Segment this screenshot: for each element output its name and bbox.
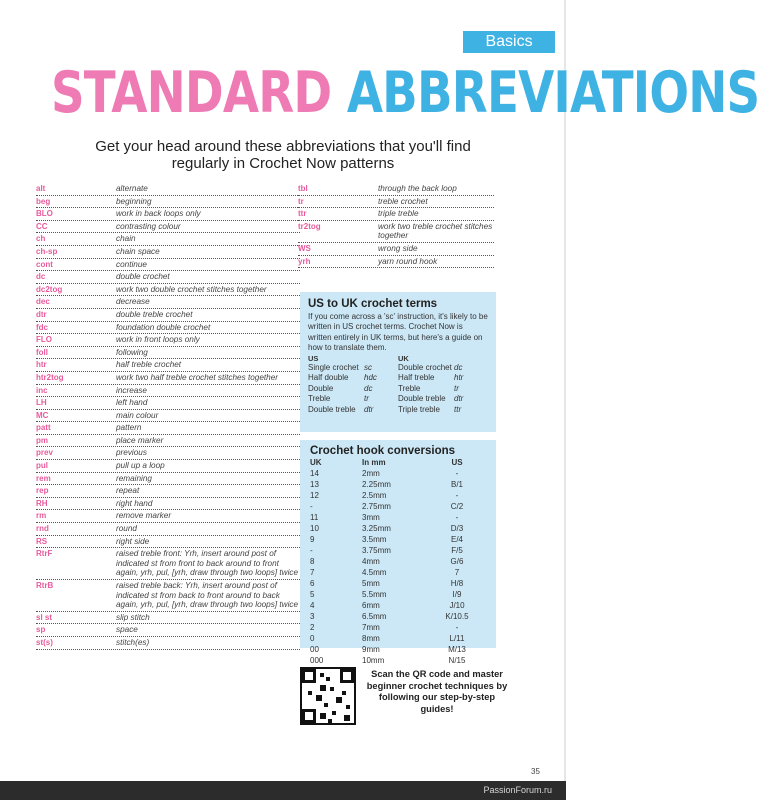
- hook-mm-size: 6.5mm: [362, 612, 387, 621]
- abbreviation-meaning: main colour: [116, 410, 159, 420]
- hook-row: [310, 490, 486, 501]
- qr-module: [324, 703, 328, 707]
- hook-uk-size: 0: [310, 634, 315, 643]
- abbreviation-meaning: double crochet: [116, 272, 170, 282]
- qr-promo: [300, 667, 508, 739]
- abbreviation-meaning: work two double crochet stitches together: [116, 284, 267, 294]
- hook-row: [310, 655, 486, 666]
- term-name: Double crochet: [398, 362, 452, 372]
- hook-uk-size: -: [310, 546, 313, 555]
- abbreviation-row: [298, 256, 494, 269]
- abbreviation-meaning: slip stitch: [116, 612, 150, 622]
- abbreviation-row: [36, 410, 300, 423]
- hook-row: [310, 479, 486, 490]
- qr-module: [320, 685, 326, 691]
- abbreviation-term: rep: [36, 486, 49, 496]
- qr-module: [316, 695, 322, 701]
- hook-table-header: [310, 457, 486, 468]
- qr-code-icon[interactable]: [300, 667, 356, 725]
- term-name: Half treble: [398, 373, 435, 383]
- hook-uk-size: 3: [310, 612, 315, 621]
- abbreviation-meaning: foundation double crochet: [116, 322, 211, 332]
- abbreviation-row: [36, 196, 300, 209]
- abbreviation-term: RS: [36, 536, 48, 546]
- hook-conversions-heading: Crochet hook conversions: [310, 445, 456, 457]
- hook-uk-size: 2: [310, 623, 315, 632]
- footer-watermark: PassionForum.ru: [483, 785, 552, 795]
- hook-mm-size: 3.5mm: [362, 535, 387, 544]
- hook-mm-size: 5mm: [362, 579, 380, 588]
- hook-mm-size: 7mm: [362, 623, 380, 632]
- page-title: [50, 57, 759, 129]
- hook-row: [310, 567, 486, 578]
- term-name: Treble: [308, 394, 331, 404]
- hook-mm-size: 3.75mm: [362, 546, 391, 555]
- hook-uk-size: 12: [310, 491, 319, 500]
- abbreviation-row: [36, 372, 300, 385]
- section-badge: Basics: [463, 31, 555, 53]
- hook-mm-size: 8mm: [362, 634, 380, 643]
- abbreviation-term: BLO: [36, 209, 53, 219]
- abbreviation-row: [36, 510, 300, 523]
- abbreviation-row: [36, 322, 300, 335]
- term-abbr: dc: [454, 362, 463, 372]
- abbreviation-meaning: round: [116, 524, 137, 534]
- abbreviations-table-left: [36, 183, 300, 650]
- hook-uk-size: 6: [310, 579, 315, 588]
- qr-module: [344, 715, 350, 721]
- hook-conversions-panel: [300, 440, 496, 665]
- abbreviation-row: [298, 243, 494, 256]
- abbreviation-meaning: work two treble crochet stitches together: [378, 221, 493, 241]
- abbreviation-row: [36, 334, 300, 347]
- qr-module: [328, 719, 332, 723]
- title-word-abbreviations: ABBREVIATIONS: [346, 60, 759, 126]
- abbreviation-row: [36, 473, 300, 486]
- abbreviation-meaning: triple treble: [378, 209, 419, 219]
- hook-us-size: -: [455, 623, 459, 632]
- term-name: Double: [308, 383, 334, 393]
- hook-mm-size: 5.5mm: [362, 590, 387, 599]
- abbreviation-term: tr2tog: [298, 221, 321, 231]
- abbreviation-meaning: beginning: [116, 196, 152, 206]
- hook-mm-size: 4.5mm: [362, 568, 387, 577]
- abbreviation-term: tr: [298, 196, 304, 206]
- term-abbr: sc: [364, 362, 372, 372]
- abbreviation-row: [36, 397, 300, 410]
- abbreviation-term: dc: [36, 272, 46, 282]
- hook-mm-size: 10mm: [362, 656, 385, 665]
- abbreviation-term: foll: [36, 347, 48, 357]
- us-terms-column: [308, 355, 398, 416]
- hook-row: [310, 611, 486, 622]
- term-row: [308, 384, 398, 395]
- abbreviation-meaning: wrong side: [378, 243, 418, 253]
- qr-module: [320, 713, 326, 719]
- hook-uk-size: 14: [310, 469, 319, 478]
- hook-mm-size: 2.75mm: [362, 502, 391, 511]
- hook-us-size: B/1: [450, 480, 463, 489]
- abbreviation-meaning: pattern: [116, 423, 142, 433]
- term-abbr: dtr: [454, 394, 464, 404]
- abbreviation-meaning: remove marker: [116, 511, 172, 521]
- abbreviation-meaning: contrasting colour: [116, 221, 181, 231]
- qr-promo-text: Scan the QR code and master beginner crochet techniques by following our step-by-step guides!: [366, 669, 508, 715]
- abbreviation-term: yrh: [298, 256, 311, 266]
- abbreviation-term: cont: [36, 259, 53, 269]
- hook-row: [310, 468, 486, 479]
- abbreviation-term: inc: [36, 385, 48, 395]
- abbreviation-meaning: continue: [116, 259, 147, 269]
- hook-uk-size: 11: [310, 513, 319, 522]
- term-name: Double treble: [308, 405, 356, 414]
- qr-module: [302, 669, 316, 683]
- abbreviation-term: sp: [36, 625, 46, 635]
- uk-terms-column: [398, 355, 488, 416]
- abbreviation-row: [36, 485, 300, 498]
- uk-column-header: UK: [398, 353, 409, 363]
- abbreviation-term: dtr: [36, 309, 47, 319]
- abbreviation-meaning: decrease: [116, 297, 150, 307]
- qr-module: [342, 691, 346, 695]
- abbreviation-term: htr2tog: [36, 372, 64, 382]
- abbreviation-row: [36, 183, 300, 196]
- term-row: [398, 384, 488, 395]
- hook-mm-size: 3mm: [362, 513, 380, 522]
- hook-mm-size: 9mm: [362, 645, 380, 654]
- hook-row: [310, 512, 486, 523]
- qr-module: [326, 677, 330, 681]
- abbreviation-meaning: right side: [116, 536, 150, 546]
- hook-us-size: M/13: [448, 645, 466, 654]
- abbreviation-term: patt: [36, 423, 51, 433]
- abbreviation-row: [36, 548, 300, 580]
- hook-row: [310, 578, 486, 589]
- abbreviation-meaning: right hand: [116, 498, 153, 508]
- hook-mm-size: 4mm: [362, 557, 380, 566]
- abbreviation-term: dc2tog: [36, 284, 63, 294]
- us-uk-heading: US to UK crochet terms: [308, 298, 438, 310]
- abbreviation-row: [36, 221, 300, 234]
- abbreviation-term: ttr: [298, 209, 307, 219]
- abbreviation-row: [36, 246, 300, 259]
- term-row: [398, 373, 488, 384]
- hook-uk-size: 13: [310, 480, 319, 489]
- abbreviation-meaning: raised treble back: Yrh, insert around post of indicated st from back to front around to back again, yrh, pul, [yrh, draw through two loops] twice: [116, 581, 299, 610]
- abbreviation-meaning: work in front loops only: [116, 335, 200, 345]
- abbreviation-meaning: alternate: [116, 184, 148, 193]
- hook-row: [310, 600, 486, 611]
- hook-uk-size: 8: [310, 557, 315, 566]
- abbreviation-meaning: stitch(es): [116, 637, 150, 647]
- term-row: [308, 405, 398, 416]
- abbreviation-term: LH: [36, 398, 47, 408]
- hook-uk-size: 00: [310, 645, 319, 654]
- us-uk-intro: If you come across a 'sc' instruction, it's likely to be written in US crochet terms. Crochet Now is written entirely in UK terms, but here's a guide on how to translate them.: [308, 312, 488, 353]
- abbreviation-meaning: remaining: [116, 473, 152, 483]
- hook-us-size: I/9: [452, 590, 462, 599]
- hook-us-size: -: [455, 513, 459, 522]
- abbreviation-row: [36, 523, 300, 536]
- term-abbr: hdc: [364, 373, 377, 383]
- term-abbr: tr: [454, 383, 459, 393]
- page-number: 35: [531, 767, 540, 776]
- term-row: [398, 394, 488, 405]
- hook-us-size: -: [455, 491, 459, 500]
- hook-row: [310, 523, 486, 534]
- hook-row: [310, 556, 486, 567]
- abbreviation-meaning: work two half treble crochet stitches together: [116, 372, 279, 382]
- abbreviation-term: rm: [36, 511, 47, 521]
- hook-us-size: J/10: [449, 601, 465, 610]
- page-subtitle: Get your head around these abbreviations that you'll find regularly in Crochet Now patterns: [95, 138, 471, 172]
- qr-module: [340, 669, 354, 683]
- qr-module: [330, 687, 334, 691]
- hook-us-size: D/3: [450, 524, 464, 533]
- abbreviation-meaning: pull up a loop: [116, 461, 165, 471]
- abbreviation-row: [36, 447, 300, 460]
- abbreviation-term: FLO: [36, 335, 52, 345]
- abbreviation-meaning: yarn round hook: [378, 256, 438, 266]
- hook-mm-size: 2.25mm: [362, 480, 391, 489]
- abbreviation-row: [36, 233, 300, 246]
- abbreviation-meaning: space: [116, 625, 138, 635]
- abbreviation-term: st(s): [36, 637, 53, 647]
- hook-row: [310, 644, 486, 655]
- hook-row: [310, 534, 486, 545]
- abbreviation-term: prev: [36, 448, 53, 458]
- abbreviation-row: [36, 612, 300, 625]
- hook-us-size: F/5: [451, 546, 463, 555]
- abbreviation-term: RH: [36, 498, 48, 508]
- abbreviation-row: [36, 498, 300, 511]
- term-name: Triple treble: [398, 405, 440, 414]
- hook-mm-size: 6mm: [362, 601, 380, 610]
- term-name: Treble: [398, 383, 421, 393]
- hook-row: [310, 501, 486, 512]
- abbreviation-term: alt: [36, 184, 46, 193]
- hook-mm-size: 3.25mm: [362, 524, 391, 533]
- title-word-standard: STANDARD: [50, 60, 332, 126]
- abbreviation-meaning: repeat: [116, 486, 140, 496]
- abbreviation-row: [36, 347, 300, 360]
- hook-header-us: US: [451, 458, 463, 467]
- abbreviation-row: [36, 422, 300, 435]
- term-abbr: dtr: [364, 405, 374, 414]
- hook-us-size: L/11: [449, 634, 465, 643]
- hook-header-uk: UK: [310, 458, 322, 467]
- abbreviation-term: WS: [298, 243, 311, 253]
- hook-us-size: G/6: [450, 557, 464, 566]
- abbreviation-term: beg: [36, 196, 51, 206]
- hook-row: [310, 633, 486, 644]
- term-row: [308, 373, 398, 384]
- abbreviation-row: [298, 196, 494, 209]
- abbreviation-term: sl st: [36, 612, 53, 622]
- abbreviation-term: CC: [36, 221, 48, 231]
- abbreviation-term: dec: [36, 297, 50, 307]
- term-row: [398, 405, 488, 416]
- abbreviation-meaning: work in back loops only: [116, 209, 201, 219]
- abbreviation-term: RtrB: [36, 581, 54, 590]
- abbreviation-term: rem: [36, 473, 51, 483]
- hook-uk-size: 7: [310, 568, 315, 577]
- abbreviation-term: htr: [36, 360, 47, 370]
- term-row: [308, 363, 398, 374]
- abbreviation-row: [36, 359, 300, 372]
- hook-mm-size: 2mm: [362, 469, 380, 478]
- abbreviation-meaning: increase: [116, 385, 147, 395]
- term-name: Double treble: [398, 394, 446, 404]
- hook-us-size: 7: [454, 568, 460, 577]
- hook-us-size: K/10.5: [445, 612, 469, 621]
- qr-module: [320, 673, 324, 677]
- hook-us-size: H/8: [450, 579, 464, 588]
- abbreviation-meaning: treble crochet: [378, 196, 428, 206]
- abbreviation-term: tbl: [298, 184, 308, 193]
- hook-uk-size: 5: [310, 590, 315, 599]
- hook-uk-size: 4: [310, 601, 315, 610]
- hook-row: [310, 622, 486, 633]
- hook-us-size: E/4: [450, 535, 463, 544]
- abbreviation-row: [36, 284, 300, 297]
- abbreviation-term: fdc: [36, 322, 48, 332]
- hook-uk-size: 10: [310, 524, 319, 533]
- abbreviation-row: [36, 460, 300, 473]
- abbreviation-meaning: through the back loop: [378, 184, 457, 193]
- abbreviation-meaning: half treble crochet: [116, 360, 182, 370]
- footer-bar: [0, 781, 566, 800]
- hook-mm-size: 2.5mm: [362, 491, 387, 500]
- hook-row: [310, 545, 486, 556]
- abbreviation-row: [298, 221, 494, 243]
- abbreviation-term: pm: [36, 435, 48, 445]
- abbreviation-term: pul: [36, 461, 48, 471]
- abbreviation-meaning: chain space: [116, 246, 160, 256]
- abbreviation-row: [298, 183, 494, 196]
- hook-uk-size: 9: [310, 535, 315, 544]
- term-abbr: tr: [364, 394, 369, 404]
- abbreviation-row: [36, 385, 300, 398]
- abbreviation-term: MC: [36, 410, 49, 420]
- hook-us-size: C/2: [450, 502, 464, 511]
- abbreviation-meaning: left hand: [116, 398, 148, 408]
- term-abbr: dc: [364, 383, 373, 393]
- abbreviation-row: [36, 309, 300, 322]
- abbreviations-table-right: [298, 183, 494, 268]
- abbreviation-row: [36, 637, 300, 650]
- term-name: Single crochet: [308, 362, 359, 372]
- term-abbr: htr: [454, 373, 464, 383]
- qr-module: [336, 697, 342, 703]
- us-column-header: US: [308, 353, 319, 363]
- term-name: Half double: [308, 373, 349, 383]
- qr-module: [302, 709, 316, 723]
- term-row: [308, 394, 398, 405]
- qr-module: [346, 705, 350, 709]
- us-uk-terms-panel: [300, 292, 496, 432]
- abbreviation-row: [298, 208, 494, 221]
- qr-module: [332, 711, 336, 715]
- abbreviation-row: [36, 435, 300, 448]
- abbreviation-term: RtrF: [36, 549, 53, 559]
- term-row: [398, 363, 488, 374]
- hook-row: [310, 589, 486, 600]
- abbreviation-row: [36, 259, 300, 272]
- hook-header-mm: In mm: [362, 458, 386, 467]
- hook-uk-size: -: [310, 502, 313, 511]
- abbreviation-term: ch: [36, 234, 46, 244]
- abbreviation-meaning: place marker: [116, 435, 164, 445]
- abbreviation-row: [36, 536, 300, 549]
- hook-us-size: N/15: [448, 656, 466, 665]
- abbreviation-term: ch-sp: [36, 246, 58, 256]
- abbreviation-row: [36, 271, 300, 284]
- abbreviation-row: [36, 296, 300, 309]
- abbreviation-meaning: following: [116, 347, 148, 357]
- term-abbr: ttr: [454, 405, 462, 414]
- abbreviation-row: [36, 208, 300, 221]
- abbreviation-meaning: raised treble front: Yrh, insert around post of indicated st from front to back around to front again, yrh, pul, [yrh, draw through two loops] twice: [116, 549, 299, 578]
- abbreviation-term: rnd: [36, 524, 49, 534]
- hook-us-size: -: [455, 469, 459, 478]
- abbreviation-meaning: chain: [116, 234, 136, 244]
- abbreviation-row: [36, 580, 300, 612]
- qr-module: [308, 691, 312, 695]
- abbreviation-row: [36, 624, 300, 637]
- abbreviation-meaning: double treble crochet: [116, 309, 193, 319]
- hook-uk-size: 000: [310, 656, 324, 665]
- abbreviation-meaning: previous: [116, 448, 147, 458]
